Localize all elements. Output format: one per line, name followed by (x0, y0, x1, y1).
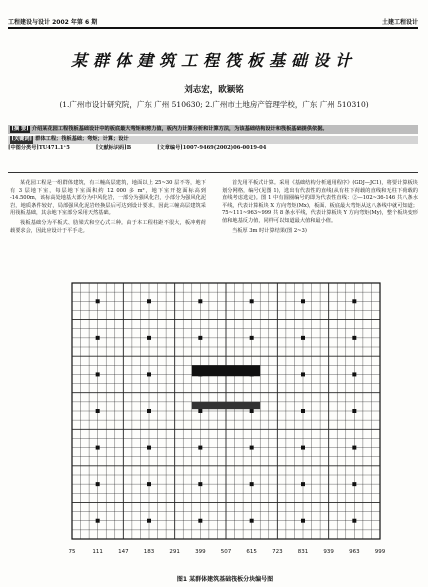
figure-grid-drawing (58, 277, 392, 565)
article-affiliation: (1.广州市设计研究院，广东 广州 510630; 2.广州市土地房产管理学校，广东 广州 510310) (59, 100, 369, 109)
column-marker (198, 336, 202, 340)
abstract-text: 介绍某花园工程筏板基础设计中的板底最大弯矩和剪力值，板内力计算分析和计算方法，为该基础结构设计和筏板基础提供依据。 (31, 126, 328, 132)
body-paragraph: 筏板基础分为平板式、肋梁式和空心式三种。由于本工程柱距不很大，板冲剪荷载要求会，因此应设计于平手走。 (10, 219, 206, 234)
column-marker (352, 409, 356, 413)
foundation-grid (72, 283, 380, 539)
column-marker (198, 482, 202, 486)
column-marker (96, 446, 100, 450)
clc-number (8, 145, 70, 152)
column-marker (301, 519, 305, 523)
column-marker (147, 446, 151, 450)
meta-rule (8, 172, 418, 173)
keywords-text: 群体工程；筏板基础；弯矩；计算；设计 (35, 136, 129, 143)
grid-axis-label: 939 (323, 549, 334, 555)
body-paragraph: 当板厚 3m 时计算结果(图 2~3) (232, 227, 307, 234)
column-marker (147, 299, 151, 303)
column-marker (250, 482, 254, 486)
article-label: [文章编号] (157, 144, 183, 151)
column-marker (352, 336, 356, 340)
column-marker (198, 446, 202, 450)
column-marker (352, 299, 356, 303)
column-marker (147, 336, 151, 340)
abstract-block (8, 125, 418, 134)
column-marker (96, 409, 100, 413)
body-column-left (10, 180, 206, 237)
article-title: 某群体建筑工程筏板基础设计 (70, 51, 357, 70)
column-marker (147, 409, 151, 413)
column-marker (250, 336, 254, 340)
grid-axis-label: 147 (118, 549, 129, 555)
column-marker (352, 446, 356, 450)
column-marker (301, 409, 305, 413)
column-marker (198, 519, 202, 523)
column-marker (250, 446, 254, 450)
core-wall (192, 402, 260, 409)
column-marker (147, 519, 151, 523)
grid-axis-label: 831 (297, 549, 309, 555)
column-marker (147, 482, 151, 486)
body-paragraph: 某花园工程是一组群体建筑，有三幢高层建筑，地面以上 25~30 层不等，地下有 3 层地下室，每层地下室面积约 12 000 多 m²，地下室开挖面标高到 -14.500m，该标高处地基大部分为中风化岩，一部分为强风化岩，小部分为强风化泥岩，地质条件较好，局部强风化泥岩经换层后可达到设计要求，因此三幢高层建筑采用筏板基础，其余地下室部分采用天然基础。 (10, 180, 207, 217)
column-marker (96, 299, 100, 303)
header-journal: 工程建设与设计 2002 年第 6 期 (8, 19, 98, 26)
column-marker (250, 299, 254, 303)
grid-axis-label: 999 (374, 549, 386, 555)
column-marker (301, 446, 305, 450)
grid-axis-label: 183 (143, 549, 155, 555)
column-marker (301, 482, 305, 486)
clc-label: [中图分类号] (8, 144, 39, 151)
doc-code (96, 145, 131, 152)
column-marker (96, 336, 100, 340)
column-marker (198, 299, 202, 303)
grid-axis-label: 615 (246, 549, 257, 555)
core-wall (192, 365, 260, 376)
column-marker (147, 372, 151, 376)
grid-axis-label: 75 (68, 549, 76, 555)
grid-axis-label: 723 (272, 549, 283, 555)
column-marker (352, 482, 356, 486)
column-marker (250, 519, 254, 523)
grid-axis-label: 111 (92, 549, 103, 555)
column-marker (96, 482, 100, 486)
column-marker (352, 519, 356, 523)
body-column-right (222, 180, 418, 237)
column-marker (301, 299, 305, 303)
grid-axis-label: 963 (349, 549, 360, 555)
running-header (8, 14, 418, 26)
article-authors: 刘志宏，欧颖铭 (184, 85, 244, 95)
article-number (157, 145, 266, 152)
keywords-block (8, 136, 418, 143)
article-value: 1007-9469(2002)06-0019-04 (182, 144, 267, 151)
abstract-label: [摘 要] (11, 126, 29, 132)
header-section: 土建工程设计 (381, 19, 418, 26)
keywords-label: [关键词] (11, 136, 32, 143)
figure-caption: 图1 某群体建筑基础筏板分块编号图 (176, 576, 274, 583)
column-marker (352, 372, 356, 376)
article-meta (8, 125, 418, 152)
clc-value: TU471.1⁺5 (38, 144, 70, 151)
column-marker (198, 409, 202, 413)
doc-value: B (126, 144, 132, 151)
grid-axis-label: 291 (169, 549, 180, 555)
header-rule (8, 27, 418, 29)
body-paragraph: 首先用平板式计算。采用《基础结构分析通用程序》(GDJ—JC1)，将要计算板块划分网格，编号(见图 1)，选出有代表性的直线(从有柱下荷载的直线和无柱下荷载的直线考虑选定)。图 1 中有圆圈编号的即为代表性直线：②—102~36-146 共八条水平线，代表计算板块 X 方向弯矩(Mx)，板面、板底最大弯矩从这八条线中就可知道；75~111~963~999 共 8 条水平线，代表计算板块 Y 方向弯矩(My)，整个板块变形值和地基反力值，同样可以知道最大值和最小值。 (222, 180, 418, 224)
column-marker (301, 336, 305, 340)
column-marker (301, 372, 305, 376)
column-marker (250, 409, 254, 413)
grid-axis-label: 399 (195, 549, 206, 555)
column-marker (96, 372, 100, 376)
grid-axis-label: 507 (220, 549, 232, 555)
grid-axis-labels (69, 549, 386, 555)
classification-row (8, 145, 418, 152)
doc-label: [文献标识码] (95, 144, 127, 151)
column-marker (96, 519, 100, 523)
